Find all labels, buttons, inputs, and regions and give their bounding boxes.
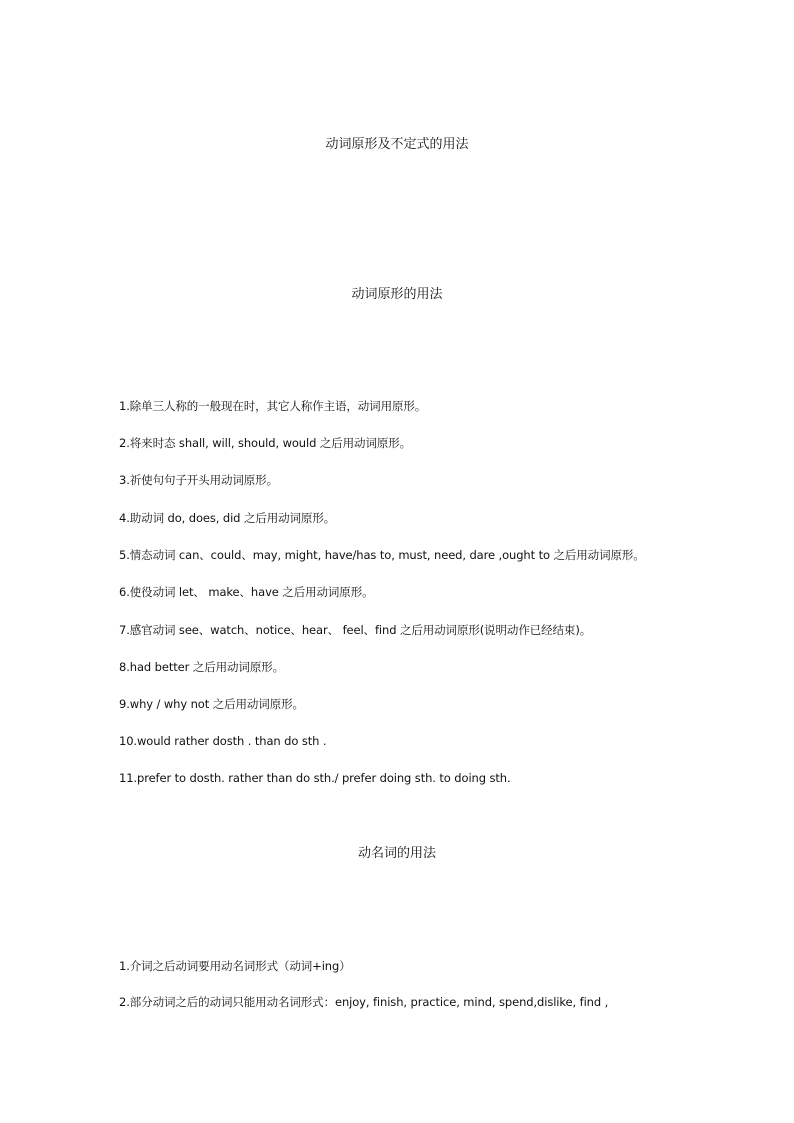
list-item: 10.would rather dosth . than do sth . [119,734,327,748]
list-item: 6.使役动词 let、 make、have 之后用动词原形。 [119,585,374,599]
list-item: 5.情态动词 can、could、may, might, have/has to, must, need, dare ,ought to 之后用动词原形。 [119,548,645,562]
section-heading-base-form: 动词原形的用法 [351,287,443,302]
list-item: 3.祈使句句子开头用动词原形。 [119,473,278,487]
list-item: 9.why / why not 之后用动词原形。 [119,697,304,711]
list-item: 4.助动词 do, does, did 之后用动词原形。 [119,511,336,525]
section-heading-gerund: 动名词的用法 [357,846,436,861]
list-item: 7.感官动词 see、watch、notice、hear、 feel、find 之后用动词原形(说明动作已经结束)。 [119,623,592,637]
list-item: 2.部分动词之后的动词只能用动名词形式：enjoy, finish, practice, mind, spend,dislike, find , [119,995,609,1009]
list-item: 8.had better 之后用动词原形。 [119,660,285,674]
document-title: 动词原形及不定式的用法 [325,137,469,152]
list-item: 1.除单三人称的一般现在时，其它人称作主语，动词用原形。 [119,399,427,413]
list-item: 11.prefer to dosth. rather than do sth./ prefer doing sth. to doing sth. [119,771,511,785]
list-item: 1.介词之后动词要用动名词形式（动词+ing） [119,959,351,973]
list-item: 2.将来时态 shall, will, should, would 之后用动词原形。 [119,436,412,450]
